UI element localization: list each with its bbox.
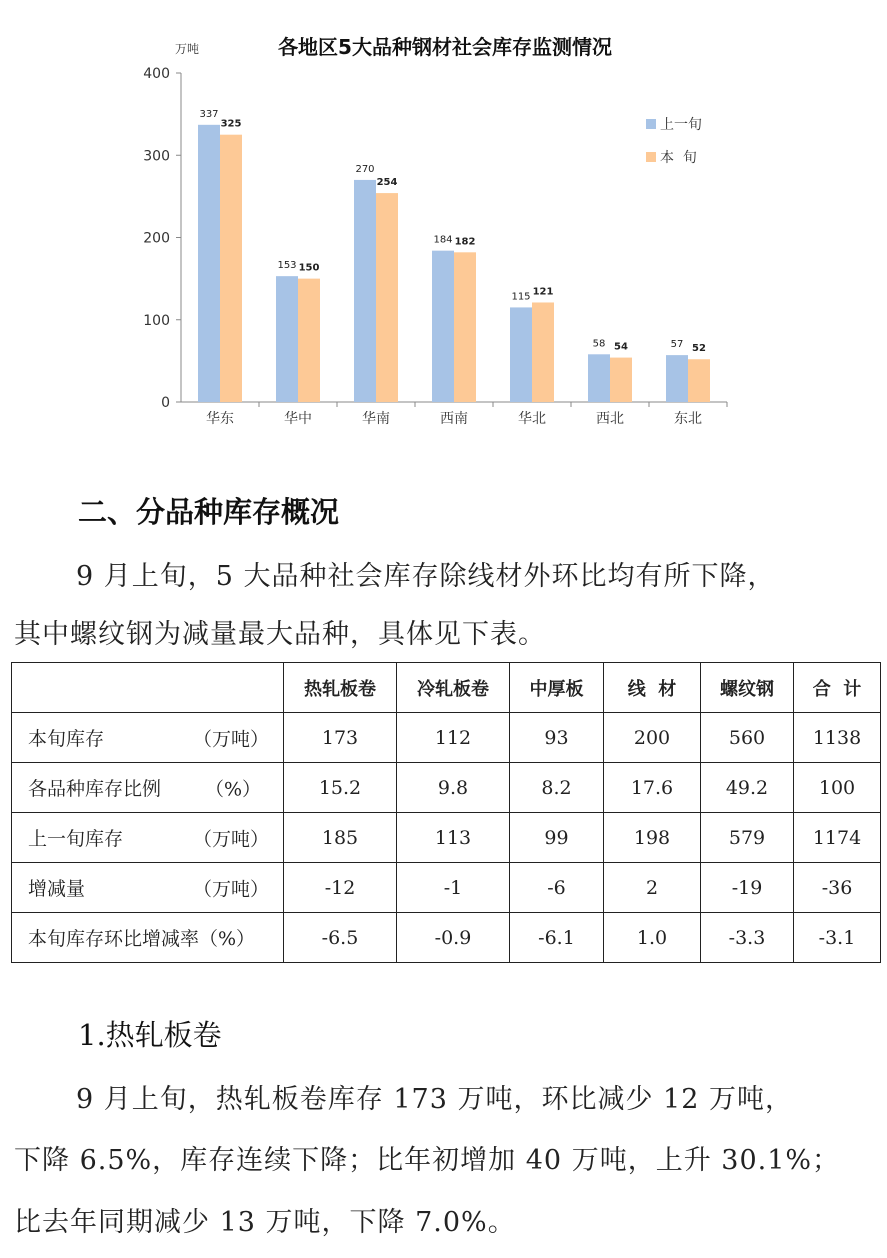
table-cell: -0.9 — [397, 913, 510, 963]
table-cell: -12 — [284, 863, 397, 913]
bar-current — [688, 359, 710, 402]
table-header-row — [12, 663, 881, 713]
bar-prev — [198, 125, 220, 402]
data-label: 182 — [454, 236, 476, 248]
table-header-cell: 螺纹钢 — [701, 663, 794, 713]
table-cell: -1 — [397, 863, 510, 913]
data-label: 325 — [220, 118, 242, 130]
row-unit: （万吨） — [192, 878, 269, 900]
row-unit: （%） — [204, 778, 261, 800]
data-label: 57 — [670, 339, 684, 351]
x-tick-label: 华北 — [518, 411, 546, 427]
y-tick-label: 200 — [143, 230, 170, 247]
table-cell: 579 — [701, 813, 794, 863]
bar-prev — [354, 180, 376, 402]
table-cell: 1.0 — [604, 913, 701, 963]
table-cell: 93 — [510, 713, 604, 763]
data-label: 184 — [433, 234, 453, 246]
row-label: 本旬库存 — [28, 728, 105, 750]
x-tick-label: 华中 — [284, 411, 312, 427]
table-cell: 113 — [397, 813, 510, 863]
data-label: 153 — [277, 260, 297, 272]
x-tick-label: 华东 — [206, 411, 234, 427]
table-cell: -3.3 — [701, 913, 794, 963]
chart-ylabel: 万吨 — [175, 42, 200, 56]
legend-label-current: 本 旬 — [660, 150, 697, 166]
row-unit: （万吨） — [192, 728, 269, 750]
row-label: 增减量 — [28, 878, 86, 900]
paragraph-line: 9 月上旬，5 大品种社会库存除线材外环比均有所下降， — [76, 561, 776, 592]
data-label: 54 — [614, 341, 628, 353]
table-cell: 185 — [284, 813, 397, 863]
table-cell: -3.1 — [794, 913, 881, 963]
table-header-cell: 冷轧板卷 — [397, 663, 510, 713]
legend-swatch-prev — [646, 119, 656, 129]
bar-prev — [666, 355, 688, 402]
table-cell: 1174 — [794, 813, 881, 863]
table-cell: 99 — [510, 813, 604, 863]
y-ticks — [143, 66, 181, 411]
legend-swatch-current — [646, 152, 656, 162]
chart-title: 各地区5大品种钢材社会库存监测情况 — [278, 35, 612, 59]
x-tick-label: 西北 — [596, 411, 624, 427]
row-label-cell — [12, 713, 284, 763]
data-label: 52 — [692, 343, 706, 355]
table-cell: 15.2 — [284, 763, 397, 813]
row-label: 各品种库存比例 — [28, 778, 162, 800]
inventory-table — [11, 662, 881, 963]
table-cell: 1138 — [794, 713, 881, 763]
paragraph-line: 下降 6.5%，库存连续下降；比年初增加 40 万吨，上升 30.1%； — [14, 1145, 841, 1176]
table-header-cell: 线 材 — [604, 663, 701, 713]
bar-current — [376, 193, 398, 402]
table-header-cell: 合 计 — [794, 663, 881, 713]
table-cell: 17.6 — [604, 763, 701, 813]
table-row — [12, 713, 881, 763]
row-unit: （万吨） — [192, 828, 269, 850]
x-tick-label: 东北 — [674, 411, 702, 427]
data-label: 58 — [592, 338, 606, 350]
table-row — [12, 763, 881, 813]
table-cell: 8.2 — [510, 763, 604, 813]
x-tick-labels — [206, 402, 727, 427]
table-cell: -36 — [794, 863, 881, 913]
table-cell: 9.8 — [397, 763, 510, 813]
data-label: 337 — [199, 108, 219, 120]
table-cell: 112 — [397, 713, 510, 763]
x-tick-label: 西南 — [440, 411, 468, 427]
row-label-cell — [12, 763, 284, 813]
data-label: 115 — [511, 291, 531, 303]
row-label-cell — [12, 863, 284, 913]
table-header-cell: 热轧板卷 — [284, 663, 397, 713]
bar-current — [454, 252, 476, 402]
paragraph-line: 9 月上旬，热轧板卷库存 173 万吨，环比减少 12 万吨， — [76, 1084, 793, 1115]
data-label: 270 — [355, 163, 375, 175]
subsection-heading: 1.热轧板卷 — [78, 1018, 222, 1052]
bar-prev — [588, 354, 610, 402]
data-label: 121 — [532, 286, 554, 298]
x-tick-label: 华南 — [362, 411, 390, 427]
table-cell: -19 — [701, 863, 794, 913]
table-cell: -6.5 — [284, 913, 397, 963]
legend — [646, 117, 702, 166]
table-cell: -6 — [510, 863, 604, 913]
legend-label-prev: 上一旬 — [660, 117, 702, 133]
table-header-cell — [12, 663, 284, 713]
bar-current — [532, 302, 554, 402]
paragraph-line: 比去年同期减少 13 万吨，下降 7.0%。 — [14, 1207, 516, 1238]
paragraph-line: 其中螺纹钢为减量最大品种，具体见下表。 — [14, 619, 546, 650]
table-cell: 173 — [284, 713, 397, 763]
bar-current — [610, 358, 632, 402]
bars — [198, 109, 710, 402]
section-heading: 二、分品种库存概况 — [78, 495, 340, 529]
bar-prev — [276, 276, 298, 402]
bar-prev — [432, 251, 454, 402]
table-cell: 198 — [604, 813, 701, 863]
y-tick-label: 100 — [143, 312, 170, 329]
y-tick-label: 300 — [143, 148, 170, 165]
table-cell: 49.2 — [701, 763, 794, 813]
row-label: 本旬库存环比增减率（%） — [28, 928, 256, 950]
row-label-cell — [12, 813, 284, 863]
row-label-cell — [12, 913, 284, 963]
row-label: 上一旬库存 — [28, 828, 124, 850]
table-cell: 100 — [794, 763, 881, 813]
table-header-cell: 中厚板 — [510, 663, 604, 713]
table-cell: -6.1 — [510, 913, 604, 963]
y-tick-label: 0 — [161, 395, 170, 411]
table-row — [12, 913, 881, 963]
bar-prev — [510, 307, 532, 402]
table-cell: 2 — [604, 863, 701, 913]
data-label: 254 — [376, 177, 398, 189]
table-row — [12, 813, 881, 863]
y-tick-label: 400 — [143, 66, 170, 82]
data-label: 150 — [298, 262, 320, 274]
table-cell: 560 — [701, 713, 794, 763]
table-cell: 200 — [604, 713, 701, 763]
bar-current — [298, 279, 320, 402]
inventory-bar-chart — [0, 0, 887, 440]
table-row — [12, 863, 881, 913]
bar-current — [220, 135, 242, 402]
